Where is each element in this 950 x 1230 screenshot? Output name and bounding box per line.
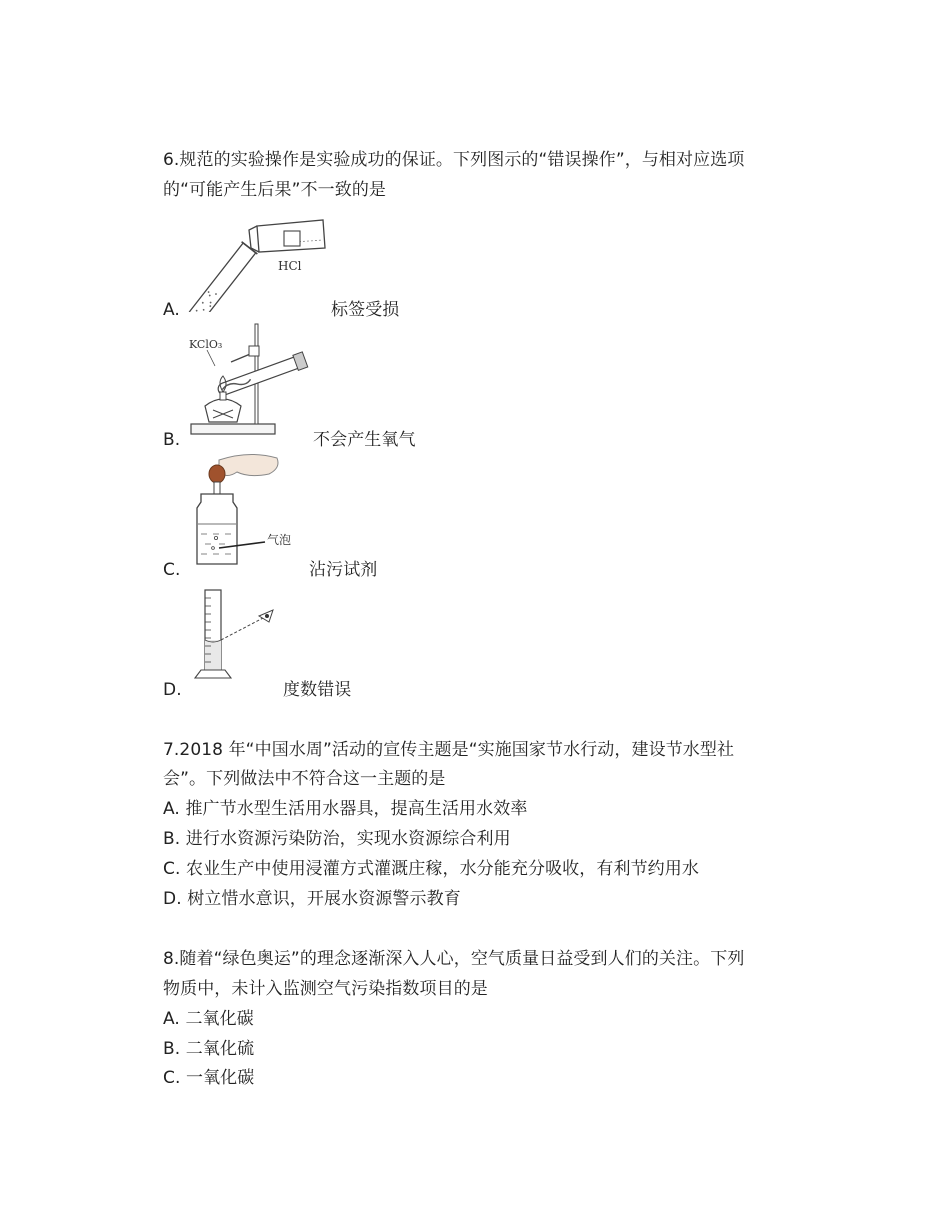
q6-stem-line-1: 6.规范的实验操作是实验成功的保证。下列图示的“错误操作”，与相对应选项 [163, 150, 745, 170]
q6-option-a-consequence: 标签受损 [331, 300, 400, 320]
q7-option-b: B. 进行水资源污染防治，实现水资源综合利用 [163, 829, 511, 849]
q8-option-c: C. 一氧化碳 [163, 1068, 255, 1088]
q8-stem-line-2: 物质中，未计入监测空气污染指数项目的是 [163, 979, 488, 999]
q7-stem-line-2: 会”。下列做法中不符合这一主题的是 [163, 769, 446, 789]
graduated-cylinder-icon [191, 588, 281, 680]
q6-stem-line-2: 的“可能产生后果”不一致的是 [163, 180, 387, 200]
q7-option-a: A. 推广节水型生活用水器具，提高生活用水效率 [163, 799, 528, 819]
q6-option-b-consequence: 不会产生氧气 [313, 430, 416, 450]
q6-option-d-letter: D. [163, 680, 182, 700]
q8-stem-line-1: 8.随着“绿色奥运”的理念逐渐深入人心，空气质量日益受到人们的关注。下列 [163, 949, 745, 969]
q6-option-c-letter: C. [163, 560, 181, 580]
figure-b-label: KClO₃ [189, 338, 223, 351]
q6-option-c-consequence: 沾污试剂 [309, 560, 378, 580]
q7-stem-line-1: 7.2018 年“中国水周”活动的宣传主题是“实施国家节水行动，建设节水型社 [163, 740, 735, 760]
figure-c-label: 气泡 [267, 533, 292, 547]
figure-a-label: HCl [278, 259, 302, 273]
q6-option-d-consequence: 度数错误 [283, 680, 352, 700]
heating-test-tube-icon [187, 322, 317, 438]
pouring-liquid-icon [185, 212, 333, 312]
q8-option-a: A. 二氧化碳 [163, 1009, 254, 1029]
q7-option-c: C. 农业生产中使用浸灌方式灌溉庄稼，水分能充分吸收，有利节约用水 [163, 859, 699, 879]
dropper-in-bottle-icon [189, 450, 329, 570]
q6-option-a-letter: A. [163, 300, 180, 320]
q8-option-b: B. 二氧化硫 [163, 1039, 255, 1059]
q7-option-d: D. 树立惜水意识，开展水资源警示教育 [163, 889, 461, 909]
q6-option-b-letter: B. [163, 430, 181, 450]
